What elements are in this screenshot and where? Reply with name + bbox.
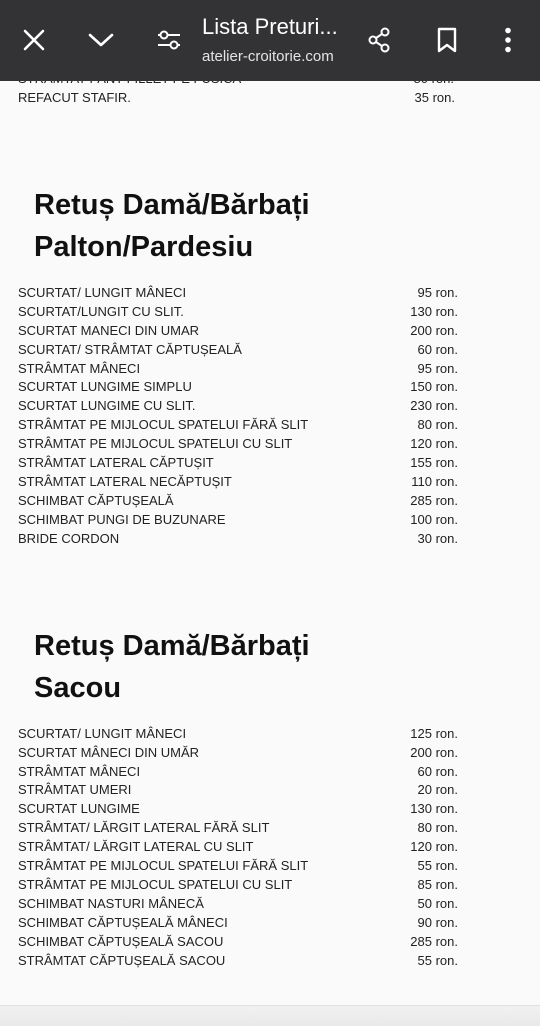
price-row [18,856,458,875]
price-row [18,359,458,378]
price-row [18,799,458,818]
service-name: STRÂMTAT UMERI [18,782,132,797]
service-name: SCHIMBAT CĂPTUȘEALĂ SACOU [18,934,224,949]
price-row [18,762,458,781]
service-name: STRÂMTAT PE MIJLOCUL SPATELUI FĂRĂ SLIT [18,858,309,873]
service-name: BRIDE CORDON [18,531,120,546]
heading-line: Retuș Damă/Bărbați [34,189,310,221]
service-name: SCURTAT MÂNECI DIN UMĂR [18,745,200,760]
close-button[interactable] [14,20,54,60]
service-name: STRÂMTAT MÂNECI [18,361,141,376]
price-row [18,743,458,762]
service-price: 55 ron. [417,858,458,873]
service-price: 95 ron. [417,361,458,376]
more-vert-icon [504,27,512,53]
price-row [18,340,458,359]
chevron-down-icon [87,30,115,50]
service-name: SCURTAT LUNGIME SIMPLU [18,379,192,394]
price-row [18,951,458,970]
service-price: 110 ron. [411,474,458,489]
service-name: STRÂMTAT PE MIJLOCUL SPATELUI CU SLIT [18,436,293,451]
service-name: STRÂMTAT CĂPTUȘEALĂ SACOU [18,953,226,968]
price-row [18,894,458,913]
price-row [18,453,458,472]
service-name: SCHIMBAT PUNGI DE BUZUNARE [18,512,226,527]
service-name: STRÂMTAT LATERAL CĂPTUȘIT [18,455,214,470]
more-options-button[interactable] [488,20,528,60]
service-name: SCURTAT/ LUNGIT MÂNECI [18,726,187,741]
share-icon [365,26,393,54]
page-settings-button[interactable] [149,20,189,60]
service-price: 285 ron. [410,934,458,949]
service-price: 200 ron. [410,745,458,760]
service-price: 150 ron. [410,379,458,394]
price-row [18,434,458,453]
service-price: 200 ron. [410,323,458,338]
service-name: SCHIMBAT NASTURI MÂNECĂ [18,896,204,911]
price-row [18,415,458,434]
service-price: 90 ron. [417,915,458,930]
service-name: SCURTAT/LUNGIT CU SLIT. [18,304,184,319]
service-price: 130 ron. [410,801,458,816]
close-icon [22,28,46,52]
price-row [18,837,458,856]
service-price: 35 ron. [414,90,455,105]
bookmark-icon [436,27,458,53]
price-row [18,913,458,932]
price-row [18,88,458,107]
service-name: SCURTAT/ LUNGIT MÂNECI [18,285,187,300]
section-heading-palton [34,184,394,268]
price-row [18,818,458,837]
service-price: 155 ron. [410,455,458,470]
price-row [18,780,458,799]
heading-line: Sacou [34,672,122,704]
service-price: 20 ron. [417,782,458,797]
price-row [18,491,458,510]
price-row [18,875,458,894]
service-price: 60 ron. [417,342,458,357]
service-name: STRÂMTAT PE MIJLOCUL SPATELUI CU SLIT [18,877,293,892]
page-url: atelier-croitorie.com [202,48,334,65]
service-price: 60 ron. [417,764,458,779]
service-price: 120 ron. [410,436,458,451]
price-row [18,302,458,321]
price-row [18,472,458,491]
page-settings-icon [156,28,182,52]
share-button[interactable] [359,20,399,60]
service-price: 80 ron. [417,417,458,432]
service-price: 55 ron. [417,953,458,968]
service-price: 125 ron. [410,726,458,741]
service-price: 130 ron. [410,304,458,319]
service-name: SCHIMBAT CĂPTUȘEALĂ MÂNECI [18,915,228,930]
custom-tab-toolbar [0,0,540,81]
service-price: 120 ron. [410,839,458,854]
service-name: SCHIMBAT CĂPTUȘEALĂ [18,493,174,508]
price-row [18,321,458,340]
service-name: STRÂMTAT LATERAL NECĂPTUȘIT [18,474,232,489]
service-name: STRÂMTAT/ LĂRGIT LATERAL CU SLIT [18,839,254,854]
service-price: 100 ron. [410,512,458,527]
price-row [18,377,458,396]
service-price: 285 ron. [410,493,458,508]
price-row [18,932,458,951]
price-row [18,529,458,548]
service-price: 230 ron. [410,398,458,413]
service-price: 80 ron. [417,820,458,835]
price-row [18,510,458,529]
service-price: 50 ron. [417,896,458,911]
service-price: 95 ron. [417,285,458,300]
service-name: STRÂMTAT MÂNECI [18,764,141,779]
service-price: 30 ron. [417,531,458,546]
bookmark-button[interactable] [427,20,467,60]
price-row [18,283,458,302]
service-name: REFACUT STAFIR. [18,90,131,105]
heading-line: Palton/Pardesiu [34,231,254,263]
service-name: STRÂMTAT/ LĂRGIT LATERAL FĂRĂ SLIT [18,820,270,835]
service-name: SCURTAT LUNGIME [18,801,140,816]
service-name: SCURTAT LUNGIME CU SLIT. [18,398,196,413]
heading-line: Retuș Damă/Bărbați [34,630,310,662]
service-price: 85 ron. [417,877,458,892]
service-name: STRÂMTAT PE MIJLOCUL SPATELUI FĂRĂ SLIT [18,417,309,432]
price-row [18,724,458,743]
price-row [18,396,458,415]
service-name: SCURTAT/ STRÂMTAT CĂPTUȘEALĂ [18,342,242,357]
page-title: Lista Preturi... [202,14,338,39]
service-name: SCURTAT MANECI DIN UMAR [18,323,200,338]
bottom-edge [0,1005,540,1026]
minimize-button[interactable] [81,20,121,60]
section-heading-sacou [34,625,394,709]
